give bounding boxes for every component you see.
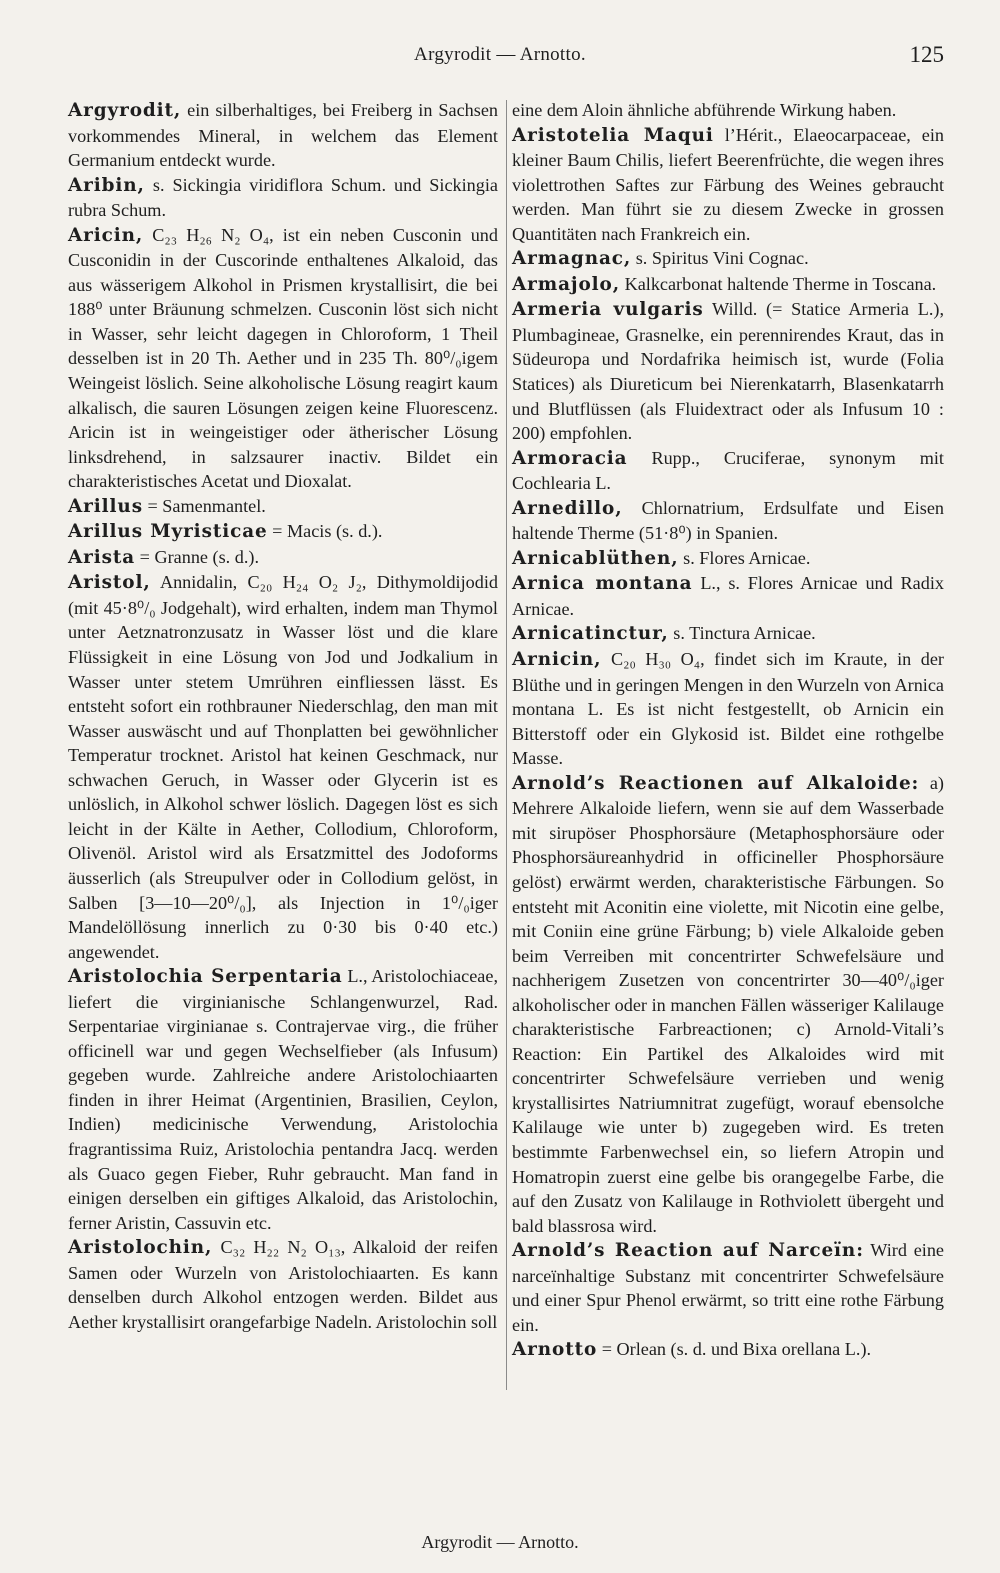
right-column bbox=[512, 98, 944, 1363]
dictionary-entry bbox=[512, 272, 944, 298]
entry-headword: Armagnac, bbox=[512, 248, 632, 270]
entry-text: s. Tinctura Arnicae. bbox=[668, 623, 816, 644]
entry-headword: Aristolochia Serpentaria bbox=[68, 966, 343, 988]
entry-headword: Argyrodit, bbox=[68, 100, 182, 121]
entry-headword: Arnicatinctur, bbox=[512, 623, 669, 645]
running-head: Argyrodit — Arnotto. bbox=[414, 44, 586, 65]
entry-headword: Armajolo, bbox=[512, 273, 621, 295]
entry-text: Annidalin, C₂₀ H₂₄ O₂ J₂, Dithymoldijodid (mit 45·8⁰/₀ Jodgehalt), wird erhalten, indem man Thymol unter Aetznatronzusatz in Wasser löst und die klare Flüssigkeit in eine Lösung von Jod und Jodkalium in Wasser unter stetem Umrühren einfliessen lässt. Es entsteht sofort ein rothbrauner Niederschlag, den man mit Wasser auswäscht und auf Thonplatten bei gewöhnlicher Temperatur trocknet. Aristol hat keinen Geschmack, nur schwachen Geruch, in Wasser oder Glycerin ist es unlöslich, in Alkohol schwer löslich. Dagegen löst es sich leicht in der Kälte in Aether, Collodium, Chloroform, Olivenöl. Aristol wird als Ersatzmittel des Jodoforms äusserlich (als Streupulver oder in Collodium gelöst, in Salben [3—10—20⁰/₀], als Injection in 1⁰/₀iger Mandelöllösung innerlich zu 0·30 bis 0·40 etc.) angewendet. bbox=[68, 572, 498, 962]
entry-headword: Arnold’s Reactionen auf Alkaloide: bbox=[512, 772, 920, 794]
entry-text: = Macis (s. d.). bbox=[267, 521, 383, 542]
dictionary-entry bbox=[512, 1238, 944, 1337]
entry-text: l’Hérit., Elaeocarpaceae, ein kleiner Baum Chilis, liefert Beerenfrüchte, die wegen ihres violettrothen Saftes zur Färbung des Weines gebraucht werden. Man führt sie zu diesem Zwecke in grossen Quantitäten nach Frankreich ein. bbox=[512, 124, 944, 244]
entry-headword: Aristolochin, bbox=[68, 1237, 213, 1259]
dictionary-entry bbox=[512, 246, 944, 272]
dictionary-entry bbox=[68, 1235, 498, 1334]
dictionary-entry bbox=[68, 545, 498, 571]
dictionary-entry bbox=[512, 496, 944, 546]
entry-headword: Arnold’s Reaction auf Narceïn: bbox=[512, 1240, 864, 1262]
dictionary-entry bbox=[512, 546, 944, 572]
entry-headword: Arnica montana bbox=[512, 573, 693, 595]
dictionary-entry bbox=[68, 964, 498, 1235]
entry-headword: Arnotto bbox=[512, 1339, 598, 1361]
entry-text: Rupp., Cruciferae, synonym mit Cochlearia L. bbox=[512, 447, 944, 494]
entry-text: ein silberhaltiges, bei Freiberg in Sachsen vorkommendes Mineral, in welchem das Element Germanium entdeckt wurde. bbox=[68, 100, 498, 171]
entry-text: = Orlean (s. d. und Bixa orellana L.). bbox=[597, 1339, 872, 1360]
entry-text: Chlornatrium, Erdsulfate und Eisen haltende Therme (51·8⁰) in Spanien. bbox=[512, 497, 944, 544]
dictionary-entry bbox=[68, 173, 498, 223]
dictionary-entry bbox=[68, 223, 498, 494]
entry-text: a) Mehrere Alkaloide liefern, wenn sie auf dem Wasserbade mit sirupöser Phosphorsäure (Metaphosphorsäure oder Phosphorsäureanhydrid in officineller Phosphorsäure gelöst) erwärmt werden, charakteristische Färbungen. So entsteht mit Aconitin eine violette, mit Nicotin eine gelbe, mit Coniin eine grüne Färbung; b) viele Alkaloide geben beim Verreiben mit concentrirter Schwefelsäure und nachherigem Zusetzen von concentrirter 30—40⁰/₀iger alkoholischer oder in manchen Fällen wässeriger Kalilauge charakteristische Farbreactionen; c) Arnold-Vitali’s Reaction: Ein Partikel des Alkaloides wird mit concentrirter Schwefelsäure verrieben und wenig krystallisirtes Natriumnitrat zugefügt, worauf ebensolche Kalilauge wie unter b) zugegeben wird. Es treten bestimmte Farbenwechsel ein, so liefern Atropin und Homatropin zuerst eine gelbe bis orangegelbe Farbe, die auf den Zusatz von Kalilauge in Rothviolett übergeht und bald blassrosa wird. bbox=[512, 772, 944, 1236]
dictionary-entry bbox=[512, 621, 944, 647]
entry-text: C₃₂ H₂₂ N₂ O₁₃, Alkaloid der reifen Samen oder Wurzeln von Aristolochiaarten. Es kann denselben durch Alkohol entzogen werden. Bildet aus Aether krystallisirt orangefarbige Nadeln. Aristolochin soll bbox=[68, 1237, 498, 1332]
entry-headword: Armoracia bbox=[512, 447, 628, 469]
dictionary-entry bbox=[68, 98, 498, 173]
dictionary-entry bbox=[512, 297, 944, 445]
entry-headword: Arista bbox=[68, 546, 136, 568]
dictionary-entry bbox=[512, 123, 944, 247]
column-divider bbox=[506, 100, 507, 1390]
dictionary-entry bbox=[68, 519, 498, 545]
entry-text: Willd. (= Statice Armeria L.), Plumbagineae, Grasnelke, ein perennirendes Kraut, das in Südeuropa und Nordafrika heimisch ist, wurde (Folia Statices) als Diureticum bei Nierenkatarrh, Blasenkatarrh und Blutflüssen (als Fluidextract oder als Infusum 10 : 200) empfohlen. bbox=[512, 299, 944, 444]
entry-text: C₂₀ H₃₀ O₄, findet sich im Kraute, in der Blüthe und in geringen Mengen in den Wurzeln von Arnica montana L. Es ist nicht festgestellt, ob Arnicin ein Bitterstoff oder ein Glykosid ist. Bildet eine rothgelbe Masse. bbox=[512, 649, 944, 769]
running-foot: Argyrodit — Arnotto. bbox=[421, 1532, 579, 1552]
entry-headword: Arnedillo, bbox=[512, 497, 623, 519]
dictionary-entry bbox=[68, 570, 498, 964]
entry-text: eine dem Aloin ähnliche abführende Wirkung haben. bbox=[512, 100, 897, 120]
dictionary-entry bbox=[512, 771, 944, 1238]
entry-text: L., s. Flores Arnicae und Radix Arnicae. bbox=[512, 573, 944, 619]
dictionary-entry bbox=[68, 494, 498, 520]
entry-headword: Arnicablüthen, bbox=[512, 547, 679, 569]
entry-headword: Armeria vulgaris bbox=[512, 299, 704, 321]
entry-text: s. Sickingia viridiflora Schum. und Sickingia rubra Schum. bbox=[68, 174, 498, 221]
entry-headword: Arillus Myristicae bbox=[68, 521, 268, 543]
dictionary-entry bbox=[512, 98, 944, 123]
entry-headword: Arnicin, bbox=[512, 649, 602, 671]
entry-headword: Arillus bbox=[68, 495, 143, 517]
dictionary-entry bbox=[512, 571, 944, 621]
dictionary-entry bbox=[512, 1337, 944, 1363]
entry-text: s. Flores Arnicae. bbox=[678, 547, 811, 568]
entry-text: = Samenmantel. bbox=[142, 495, 266, 516]
entry-text: Wird eine narceïnhaltige Substanz mit concentrirter Schwefelsäure und einer Spur Phenol erwärmt, so tritt eine rothe Färbung ein. bbox=[512, 1240, 944, 1335]
entry-headword: Aricin, bbox=[68, 224, 144, 246]
left-column bbox=[68, 98, 498, 1334]
entry-headword: Aristol, bbox=[68, 572, 151, 594]
entry-headword: Aristotelia Maqui bbox=[512, 124, 714, 146]
page-number: 125 bbox=[909, 42, 944, 67]
entry-text: s. Spiritus Vini Cognac. bbox=[631, 248, 809, 269]
dictionary-entry bbox=[512, 647, 944, 771]
entry-headword: Aribin, bbox=[68, 174, 145, 196]
dictionary-entry bbox=[512, 446, 944, 496]
entry-text: Kalkcarbonat haltende Therme in Toscana. bbox=[620, 273, 937, 294]
entry-text: C₂₃ H₂₆ N₂ O₄, ist ein neben Cusconin und Cusconidin in der Cuscorinde enthaltenes Alkaloid, das aus wässerigem Alkohol in Prismen krystallisirt, die bei 188⁰ unter Bräunung schmelzen. Cusconin löst sich nicht in Wasser, sehr leicht dagegen in Chloroform, 1 Theil desselben ist in 20 Th. Aether und in 235 Th. 80⁰/₀igem Weingeist löslich. Seine alkoholische Lösung reagirt kaum alkalisch, die sauren Lösungen zeigen keine Fluorescenz. Aricin ist in weingeistiger oder ätherischer Lösung linksdrehend, in salzsaurer inactiv. Bildet ein charakteristisches Acetat und Dioxalat. bbox=[68, 224, 498, 492]
entry-text: = Granne (s. d.). bbox=[135, 546, 260, 567]
entry-text: L., Aristolochiaceae, liefert die virginianische Schlangenwurzel, Rad. Serpentariae virginianae s. Contrajervae virg., die früher officinell war und gegen Wechselfieber (als Infusum) gegeben wurde. Zahlreiche andere Aristolochiaarten finden in ihrer Heimat (Argentinien, Brasilien, Ceylon, Indien) medicinische Verwendung, Aristolochia fragrantissima Ruiz, Aristolochia pentandra Jacq. werden als Guaco gegen Fieber, Ruhr gebraucht. Man fand in einigen derselben ein giftiges Alkaloid, das Aristolochin, ferner Aristin, Cassuvin etc. bbox=[68, 966, 498, 1233]
